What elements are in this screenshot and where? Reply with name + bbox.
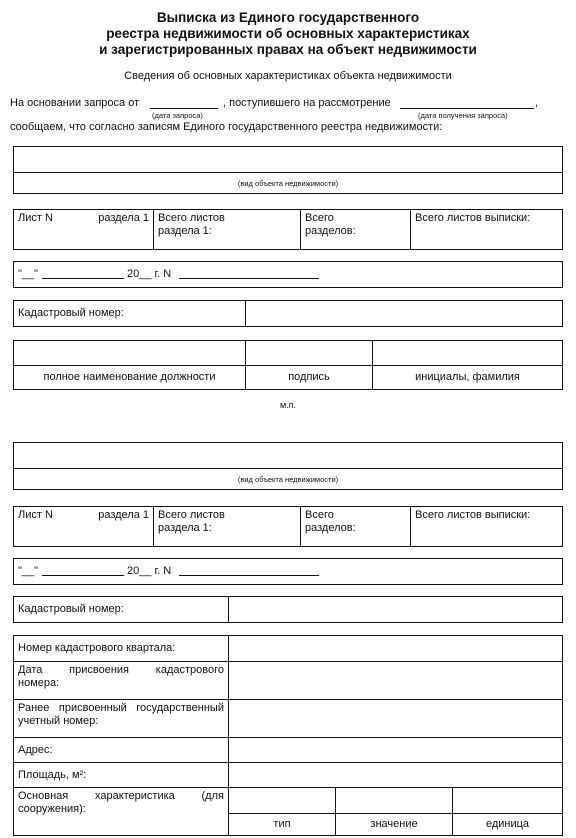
object-type-caption: (вид объекта недвижимости) <box>14 173 563 194</box>
stamp-label: м.п. <box>279 400 297 410</box>
assign-date-w4: номера: <box>18 677 60 689</box>
assign-date-w2: присвоения <box>69 664 129 676</box>
request-mid: , поступившего на рассмотрение <box>223 97 391 109</box>
date-request-field[interactable] <box>150 108 218 109</box>
area-field[interactable] <box>229 763 563 788</box>
title-line-3: и зарегистрированных правах на объект недвижимости <box>99 42 477 57</box>
sheet-info-row-2 <box>13 506 563 547</box>
sign-field[interactable] <box>246 341 373 366</box>
main-char-w1: Основная <box>18 790 69 802</box>
position-field[interactable] <box>14 341 246 366</box>
prev-number-w1: Ранее <box>18 702 50 714</box>
quarter-label: Номер кадастрового квартала: <box>14 636 229 662</box>
title-line-2: реестра недвижимости об основных характеристиках <box>106 26 470 41</box>
request-prefix: На основании запроса от <box>10 97 140 109</box>
total-sheets-section-2a: Всего листов <box>158 509 225 521</box>
number-field-2[interactable] <box>179 575 319 576</box>
total-sheets-section-2b: раздела 1: <box>158 522 212 534</box>
col-type: тип <box>229 814 336 836</box>
request-line-2: сообщаем, что согласно записям Единого государственного реестра недвижимости: <box>10 121 443 133</box>
prev-number-field[interactable] <box>229 700 563 738</box>
total-sections-2: разделов: <box>305 225 356 237</box>
date-day: "__" <box>18 268 39 280</box>
assign-date-w1: Дата <box>18 664 43 676</box>
total-sections-2a: Всего <box>305 509 334 521</box>
total-sheets-extract: Всего листов выписки: <box>411 210 563 250</box>
date-row-2 <box>13 558 563 585</box>
signature-table <box>13 340 563 390</box>
area-label: Площадь, м²: <box>14 763 229 788</box>
sheet-n-label: Лист N <box>18 212 53 224</box>
document-title <box>0 10 576 58</box>
assign-date-w3: кадастрового <box>155 664 224 676</box>
cadastral-field[interactable] <box>246 301 563 327</box>
object-type-box <box>13 146 563 194</box>
object-type-box-2 <box>13 442 563 490</box>
type-field[interactable] <box>229 788 336 814</box>
date-year: 20__ г. N <box>127 268 172 280</box>
date-row <box>13 261 563 288</box>
position-caption: полное наименование должности <box>14 366 246 390</box>
date-month-field[interactable] <box>42 278 124 279</box>
title-line-1: Выписка из Единого государственного <box>156 10 420 25</box>
total-sheets-section-2: раздела 1: <box>158 225 212 237</box>
date-month-field-2[interactable] <box>42 575 124 576</box>
cadastral-row-2 <box>13 596 563 623</box>
total-sections-2b: разделов: <box>305 522 356 534</box>
cadastral-label-2: Кадастровый номер: <box>14 597 229 623</box>
request-comma: , <box>535 97 539 109</box>
sign-caption: подпись <box>246 366 373 390</box>
main-char-w2: характеристика <box>94 790 175 802</box>
date-received-caption: (дата получения запроса) <box>418 111 508 120</box>
section-label-2: раздела 1 <box>98 509 149 521</box>
value-field[interactable] <box>336 788 453 814</box>
object-type-field[interactable] <box>14 147 563 173</box>
assign-date-field[interactable] <box>229 662 563 700</box>
main-char-w3: (для <box>201 790 224 802</box>
object-type-caption-2: (вид объекта недвижимости) <box>14 469 563 490</box>
prev-number-w3: государственный <box>136 702 224 714</box>
total-sheets-extract-2: Всего листов выписки: <box>411 507 563 547</box>
sheet-info-row <box>13 209 563 250</box>
prev-number-w4: учетный номер: <box>18 715 99 727</box>
main-char-w4: сооружения): <box>18 803 86 815</box>
total-sections-1: Всего <box>305 212 334 224</box>
total-sheets-section-1: Всего листов <box>158 212 225 224</box>
date-request-caption: (дата запроса) <box>152 111 203 120</box>
cadastral-label: Кадастровый номер: <box>14 301 246 327</box>
initials-caption: инициалы, фамилия <box>373 366 563 390</box>
date-day-2: "__" <box>18 565 39 577</box>
unit-field[interactable] <box>453 788 563 814</box>
document-subtitle: Сведения об основных характеристиках объекта недвижимости <box>124 70 452 82</box>
col-unit: единица <box>453 814 563 836</box>
section-label: раздела 1 <box>98 212 149 224</box>
cadastral-field-2[interactable] <box>229 597 563 623</box>
object-type-field-2[interactable] <box>14 443 563 469</box>
col-value: значение <box>336 814 453 836</box>
initials-field[interactable] <box>373 341 563 366</box>
sheet-n-label-2: Лист N <box>18 509 53 521</box>
address-field[interactable] <box>229 738 563 763</box>
quarter-field[interactable] <box>229 636 563 662</box>
cadastral-row <box>13 300 563 327</box>
address-label: Адрес: <box>14 738 229 763</box>
number-field[interactable] <box>179 278 319 279</box>
date-received-field[interactable] <box>400 108 534 109</box>
details-table <box>13 635 563 836</box>
date-year-2: 20__ г. N <box>127 565 172 577</box>
prev-number-w2: присвоенный <box>58 702 127 714</box>
